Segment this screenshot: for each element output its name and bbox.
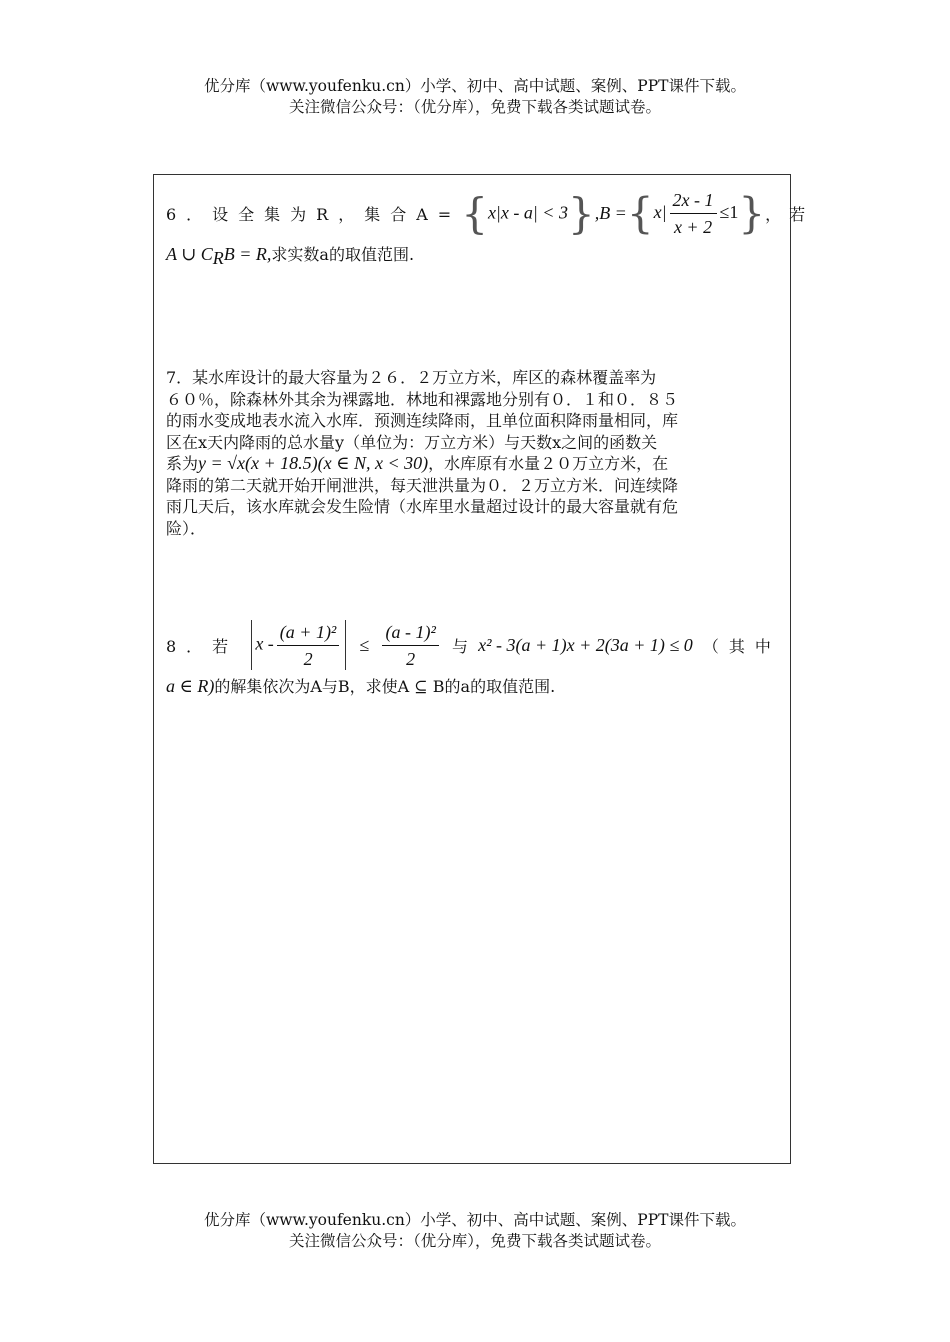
q6-comma-b: ,B = <box>594 203 627 223</box>
footer-line-2: 关注微信公众号：（优分库），免费下载各类试题试卷。 <box>288 1232 661 1250</box>
q8-inequality: x² - 3(a + 1)x + 2(3a + 1) ≤ 0 <box>478 634 693 655</box>
header-line-2: 关注微信公众号：（优分库），免费下载各类试题试卷。 <box>288 98 661 116</box>
q8-ask: 的解集依次为A与B，求使A ⊆ B的a的取值范围. <box>214 677 556 696</box>
q6-lead: 6．设全集为R，集合A= <box>166 205 462 224</box>
footer-line-1: 优分库（www.youfenku.cn）小学、初中、高中试题、案例、PPT课件下载。 <box>203 1211 747 1229</box>
question-box <box>153 174 806 1164</box>
q8-yu: 与 <box>451 636 468 656</box>
q8-lead: 8．若 <box>166 636 239 656</box>
q7-line: ６０％，除森林外其余为裸露地．林地和裸露地分别有０．１和０．８５ <box>166 389 679 409</box>
q7-line: 7．某水库设计的最大容量为２６．２万立方米，库区的森林覆盖率为 <box>166 368 657 387</box>
q7-line: 降雨的第二天就开始开闸泄洪，每天泄洪量为０．２万立方米．问连续降 <box>166 475 679 495</box>
page-footer <box>0 1210 950 1252</box>
q8-abs-expression: x - $\frac{\text{(a + 1)²}}{2}$ <box>248 620 349 670</box>
q7-line: 险）． <box>166 518 207 538</box>
q8-fraction-2: $\frac{\text{(a - 1)²}}{2}$ <box>382 621 438 670</box>
q8-qizhong: （其中 <box>702 636 781 656</box>
abs-bar-left-icon <box>251 620 252 670</box>
q6-ask: 求实数a的取值范围. <box>271 245 415 264</box>
q6-condition: A ∪ C <box>166 244 213 264</box>
q6-condition-sub: R <box>212 248 224 269</box>
q6-set-a: {x|x - a| < 3} <box>461 188 595 238</box>
question-6 <box>166 188 806 269</box>
left-brace-icon: { <box>461 188 488 238</box>
page-header <box>0 76 950 118</box>
q6-fraction: $\frac{2x - 1}{x + 2}$ <box>670 189 717 238</box>
q8-fraction-1: $\frac{\text{(a + 1)²}}{2}$ <box>277 621 340 670</box>
q7-formula-line: 系为y = √x(x + 18.5)(x ∈ N, x < 30)，水库原有水量２０万立方米，在 <box>166 453 669 473</box>
abs-bar-right-icon <box>345 620 346 670</box>
q6-condition-tail: B = R, <box>223 244 272 264</box>
question-8 <box>166 620 781 697</box>
q7-formula: y = √x(x + 18.5)(x ∈ N, x < 30) <box>198 453 429 473</box>
left-brace-icon: { <box>626 188 654 238</box>
header-line-1: 优分库（www.youfenku.cn）小学、初中、高中试题、案例、PPT课件下载。 <box>203 77 747 95</box>
q7-line: 区在x天内降雨的总水量y（单位为：万立方米）与天数x之间的函数关 <box>166 432 658 452</box>
right-brace-icon: } <box>567 188 595 238</box>
right-brace-icon: } <box>738 188 766 238</box>
q8-condition: a ∈ R) <box>166 676 215 696</box>
q6-set-b: {x| $\frac{2x - 1}{x + 2}$ ≤1} <box>626 188 766 238</box>
q7-line: 雨几天后，该水库就会发生险情（水库里水量超过设计的最大容量就有危 <box>166 497 679 516</box>
q6-ruo: ， 若 <box>765 205 806 224</box>
q7-line: 的雨水变成地表水流入水库．预测连续降雨，且单位面积降雨量相同，库 <box>166 411 679 430</box>
question-7 <box>166 367 781 539</box>
q8-le: ≤ <box>359 634 370 655</box>
